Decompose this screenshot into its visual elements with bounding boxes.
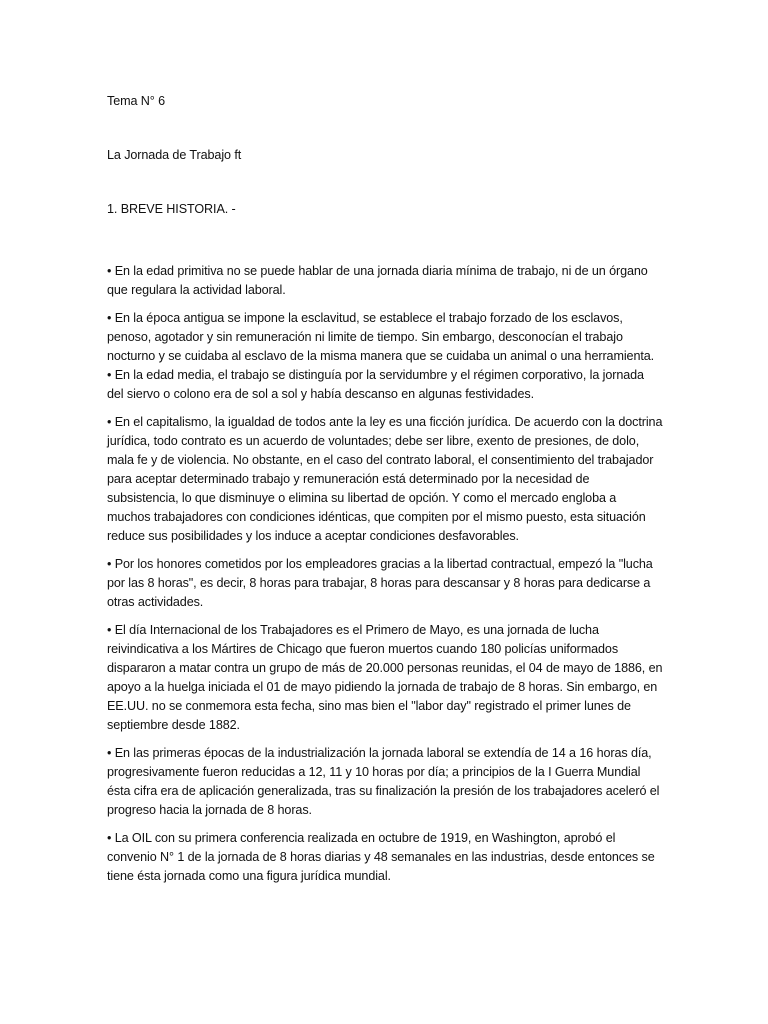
document-body — [107, 92, 663, 895]
topic-heading: Tema N° 6 — [107, 94, 166, 108]
paragraph-oil-convention: • La OIL con su primera conferencia realizada en octubre de 1919, en Washington, aprobó el convenio N° 1 de la jornada de 8 horas diarias y 48 semanales en las industrias, desde entonces se tiene ésta jornada como una figura jurídica mundial. — [107, 831, 655, 883]
paragraph-primitive-age: • En la edad primitiva no se puede hablar de una jornada diaria mínima de trabajo, ni de un órgano que regulara la actividad laboral. — [107, 264, 648, 297]
section-heading: 1. BREVE HISTORIA. - — [107, 202, 236, 216]
paragraph-eight-hours-struggle: • Por los honores cometidos por los empleadores gracias a la libertad contractual, empezó la "lucha por las 8 horas", es decir, 8 horas para trabajar, 8 horas para descansar y 8 horas para dedicarse a otras actividades. — [107, 557, 653, 609]
paragraph-industrialization: • En las primeras épocas de la industrialización la jornada laboral se extendía de 14 a 16 horas día, progresivamente fueron reducidas a 12, 11 y 10 horas por día; a principios de la I Guerra Mundial ésta cifra era de aplicación generalizada, tras su finalización la presión de los trabajadores aceleró el progreso hacia la jornada de 8 horas. — [107, 746, 660, 817]
paragraph-may-day: • El día Internacional de los Trabajadores es el Primero de Mayo, es una jornada de lucha reivindicativa a los Mártires de Chicago que fueron muertos cuando 180 policías uniformados dispararon a matar contra un grupo de más de 20.000 personas reunidas, el 04 de mayo de 1886, en apoyo a la huelga iniciada el 01 de mayo pidiendo la jornada de trabajo de 8 horas. Sin embargo, en EE.UU. no se conmemora esta fecha, sino mas bien el "labor day" registrado el primer lunes de septiembre desde 1882. — [107, 623, 663, 732]
paragraph-middle-ages: • En la edad media, el trabajo se distinguía por la servidumbre y el régimen corporativo, la jornada del siervo o colono era de sol a sol y había descanso en algunas festividades. — [107, 368, 644, 401]
page-title: La Jornada de Trabajo ft — [107, 148, 242, 162]
paragraph-capitalism: • En el capitalismo, la igualdad de todos ante la ley es una ficción jurídica. De acuerdo con la doctrina jurídica, todo contrato es un acuerdo de voluntades; debe ser libre, exento de presiones, de dolo, mala fe y de violencia. No obstante, en el caso del contrato laboral, el consentimiento del trabajador para aceptar determinado trabajo y remuneración está determinado por la necesidad de subsistencia, lo que disminuye o elimina su libertad de opción. Y como el mercado engloba a muchos trabajadores con condiciones idénticas, que compiten por el mismo puesto, esta situación reduce sus posibilidades y los induce a aceptar condiciones desfavorables. — [107, 415, 663, 543]
paragraph-ancient-age: • En la época antigua se impone la esclavitud, se establece el trabajo forzado de los esclavos, penoso, agotador y sin remuneración ni limite de tiempo. Sin embargo, desconocían el trabajo nocturno y se cuidaba al esclavo de la misma manera que se cuidaba un animal o una herramienta. — [107, 311, 655, 363]
